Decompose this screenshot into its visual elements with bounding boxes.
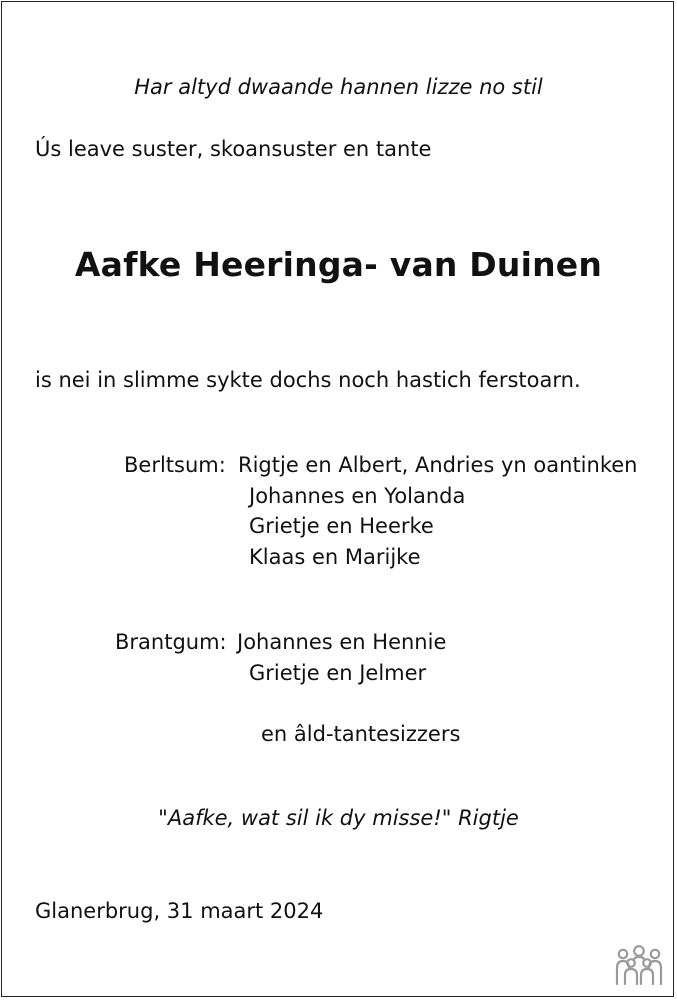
family-place-brantgum: Brantgum: [115,630,227,654]
motto: Har altyd dwaande hannen lizze no stil [134,75,543,99]
family-place-berltsum: Berltsum: [124,453,226,477]
closing-quote: "Aafke, wat sil ik dy misse!" Rigtje [158,806,519,830]
announcement-text: is nei in slimme sykte dochs noch hastich ferstoarn. [35,368,581,392]
deceased-name: Aafke Heeringa- van Duinen [74,245,603,284]
family-line: Rigtje en Albert, Andries yn oantinken [238,453,638,477]
place-date: Glanerbrug, 31 maart 2024 [35,899,324,923]
family-line: Johannes en Yolanda [249,484,466,508]
others-text: en âld-tantesizzers [261,722,461,746]
family-line: Johannes en Hennie [237,630,447,654]
family-line: Klaas en Marijke [249,545,421,569]
intro-text: Ús leave suster, skoansuster en tante [35,137,432,161]
family-line: Grietje en Heerke [249,514,434,538]
family-line: Grietje en Jelmer [249,661,427,685]
people-group-icon [614,944,664,988]
